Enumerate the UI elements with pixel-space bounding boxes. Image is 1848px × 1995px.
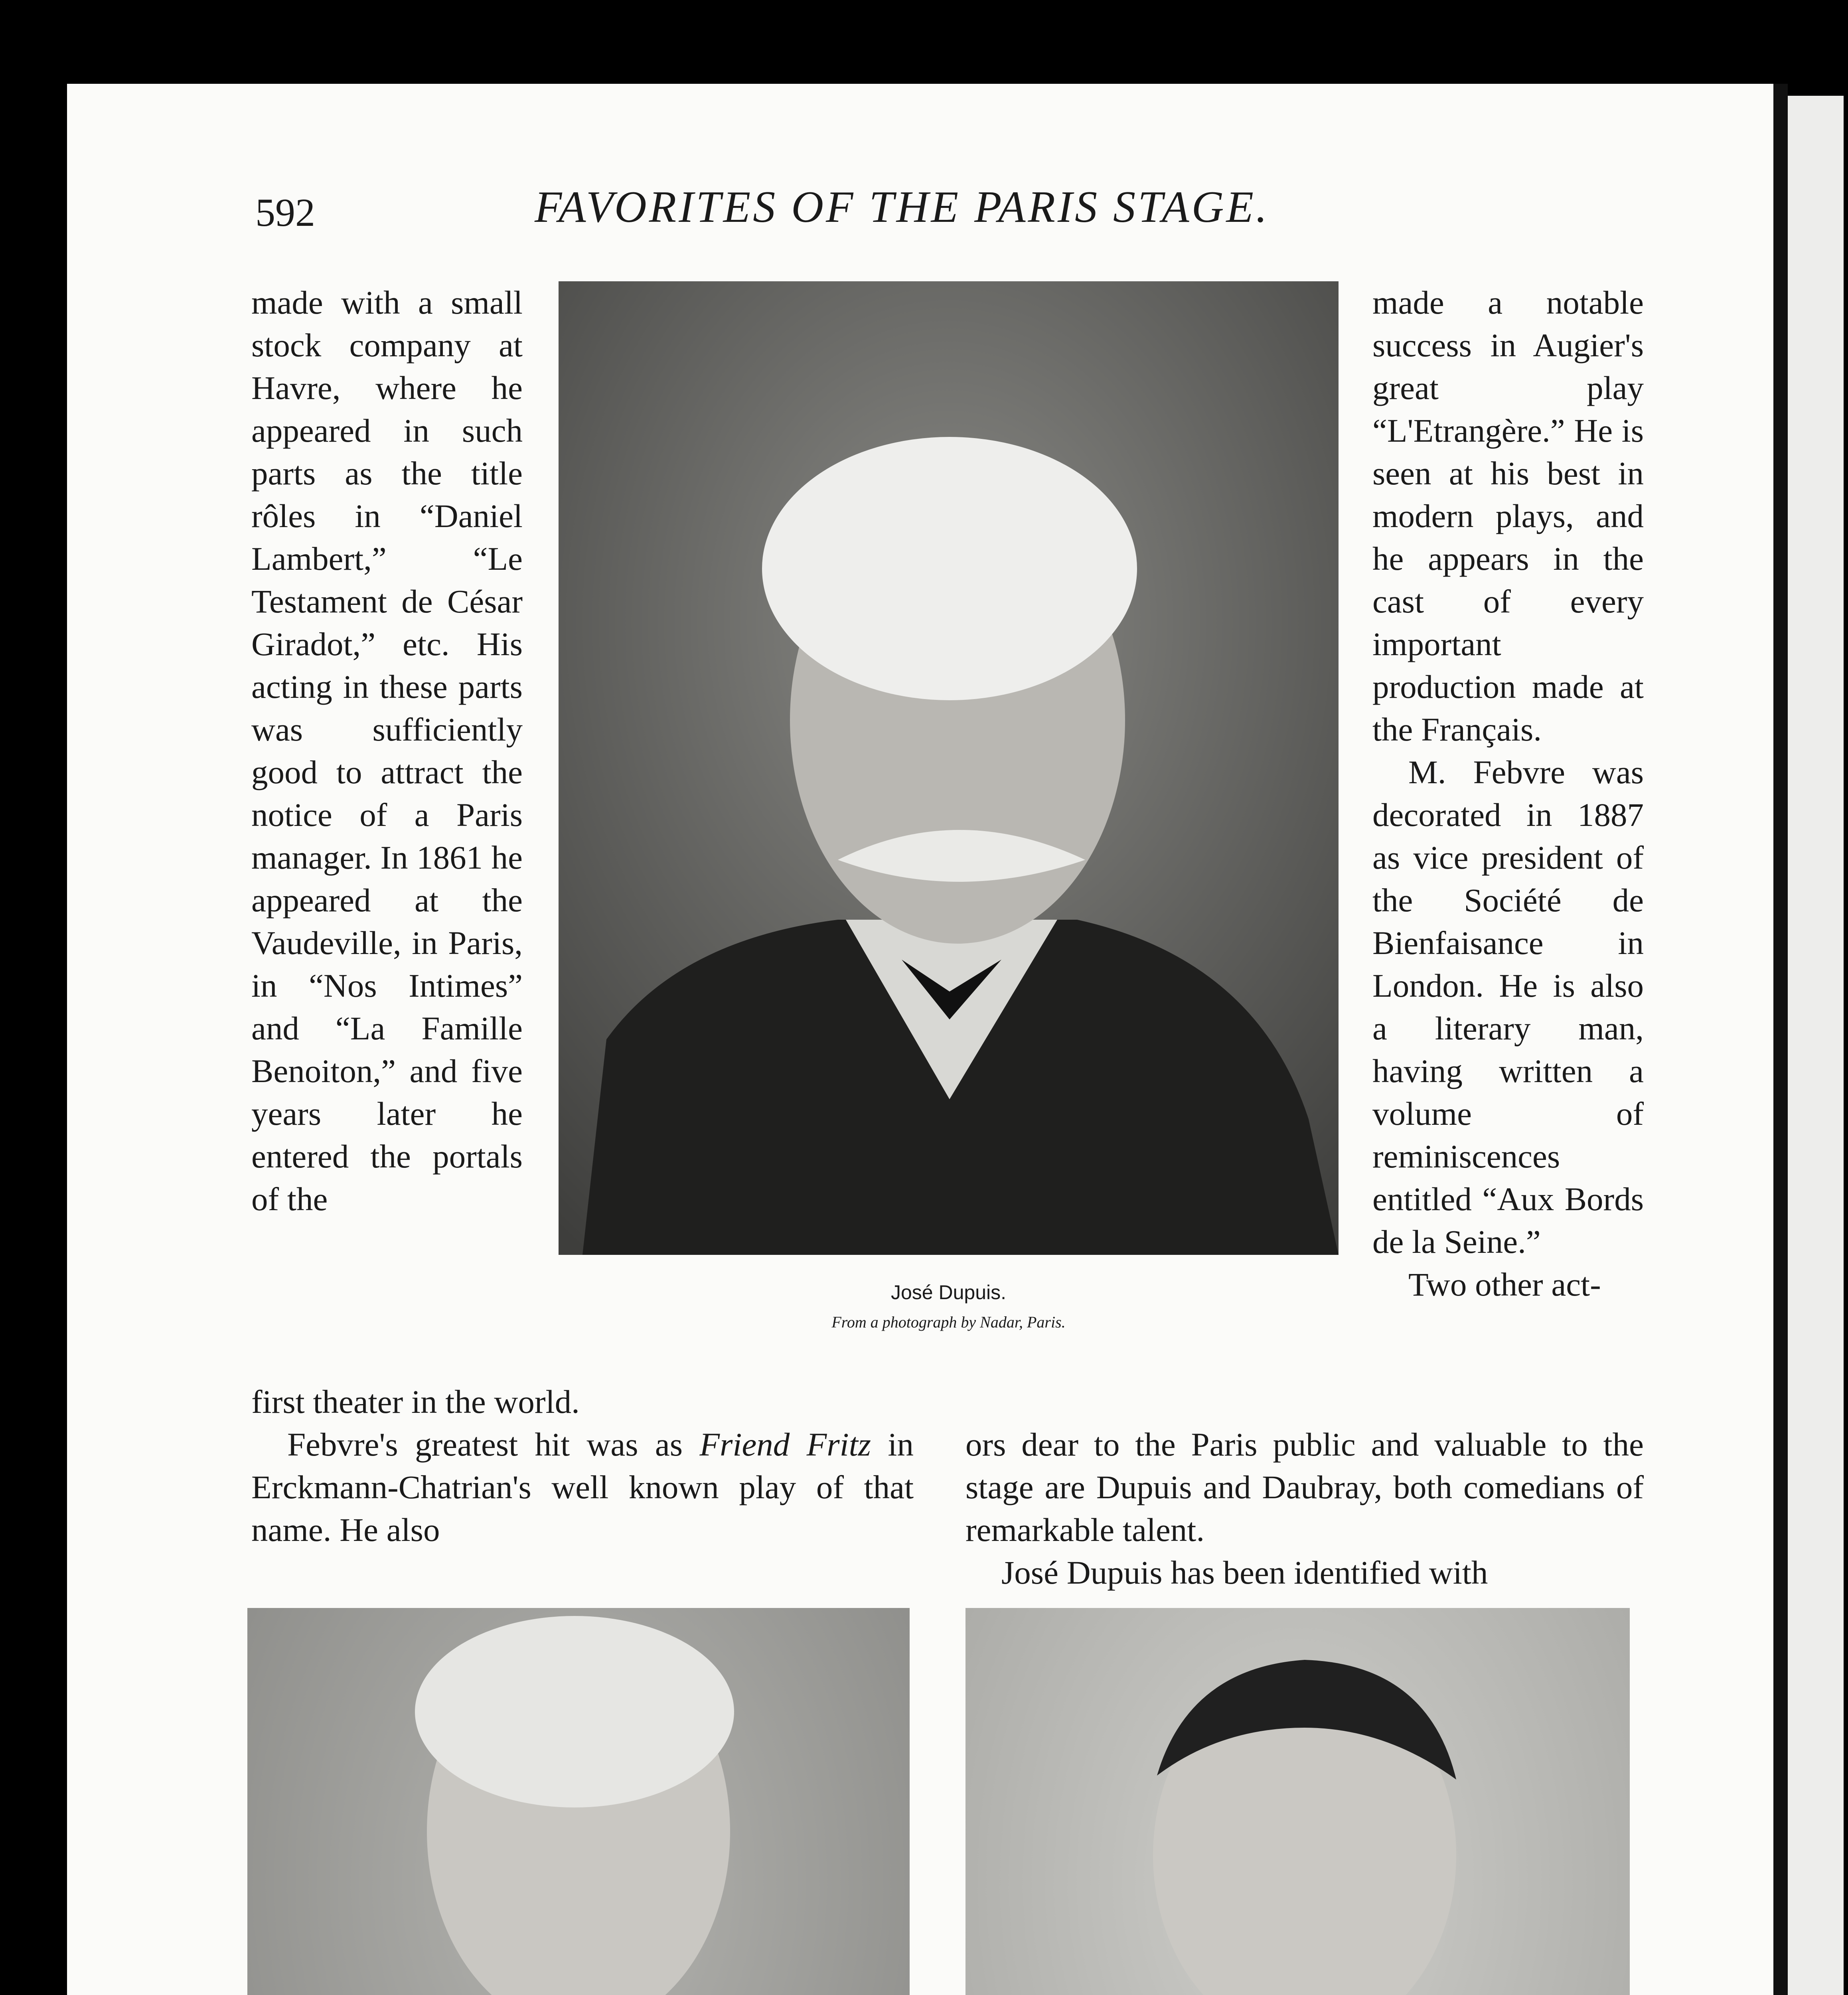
- caption-credit: From a photograph by Nadar, Paris.: [831, 1313, 1066, 1331]
- photo-alexandre-febvre: [247, 1608, 910, 1995]
- portrait-image: [559, 281, 1339, 1255]
- bottom-right-para-4: José Dupuis has been identified with: [1001, 1554, 1488, 1591]
- bottom-left-para-start: Febvre's greatest hit was as: [287, 1426, 700, 1463]
- caption-name: José Dupuis.: [890, 1281, 1007, 1304]
- bottom-right-para-3-cont: ors dear to the Paris public and valuable to the stage are Dupuis and Daubray, both comedians of remarkable talent.: [965, 1426, 1644, 1548]
- right-column: [1372, 281, 1644, 1306]
- photo-m-de-feraudy: [965, 1608, 1630, 1995]
- play-title: Friend Fritz: [699, 1426, 871, 1463]
- right-column-para-1: made a notable success in Augier's great play “L'Etrangère.” He is seen at his best in modern plays, and he appears in the cast of every important production made at the Français.: [1372, 284, 1644, 748]
- page-binding: [1773, 84, 1788, 1995]
- running-head: FAVORITES OF THE PARIS STAGE.: [535, 182, 1270, 232]
- left-column-text: made with a small stock company at Havre, where he appeared in such parts as the title rôles in “Daniel Lambert,” “Le Testament de César Giradot,” etc. His acting in these parts was sufficiently good to attract the notice of a Paris manager. In 1861 he appeared at the Vaudeville, in Paris, in “Nos Intimes” and “La Famille Benoiton,” and five years later he entered the portals of the: [251, 284, 523, 1217]
- left-column: [251, 281, 523, 1221]
- caption-jose-dupuis: [559, 1281, 1339, 1331]
- bottom-right-text: [965, 1423, 1644, 1594]
- portrait-image: [247, 1608, 910, 1995]
- bottom-left-line-1: first theater in the world.: [251, 1383, 580, 1420]
- right-column-para-2: M. Febvre was decorated in 1887 as vice president of the Société de Bienfaisance in London. He is also a literary man, having written a volume of reminiscences entitled “Aux Bords de la Seine.”: [1372, 754, 1644, 1260]
- photo-jose-dupuis: [559, 281, 1339, 1255]
- bottom-left-para-end: in Erckmann-Chatrian's well known play of that name. He also: [251, 1426, 914, 1548]
- page-header: [255, 182, 1572, 241]
- right-column-para-3-start: Two other act-: [1408, 1266, 1601, 1303]
- page-edge: [1788, 96, 1844, 1995]
- portrait-image: [965, 1608, 1630, 1995]
- bottom-left-paragraph: [251, 1423, 914, 1551]
- bottom-left-text: [251, 1381, 914, 1551]
- page-number: 592: [255, 190, 315, 235]
